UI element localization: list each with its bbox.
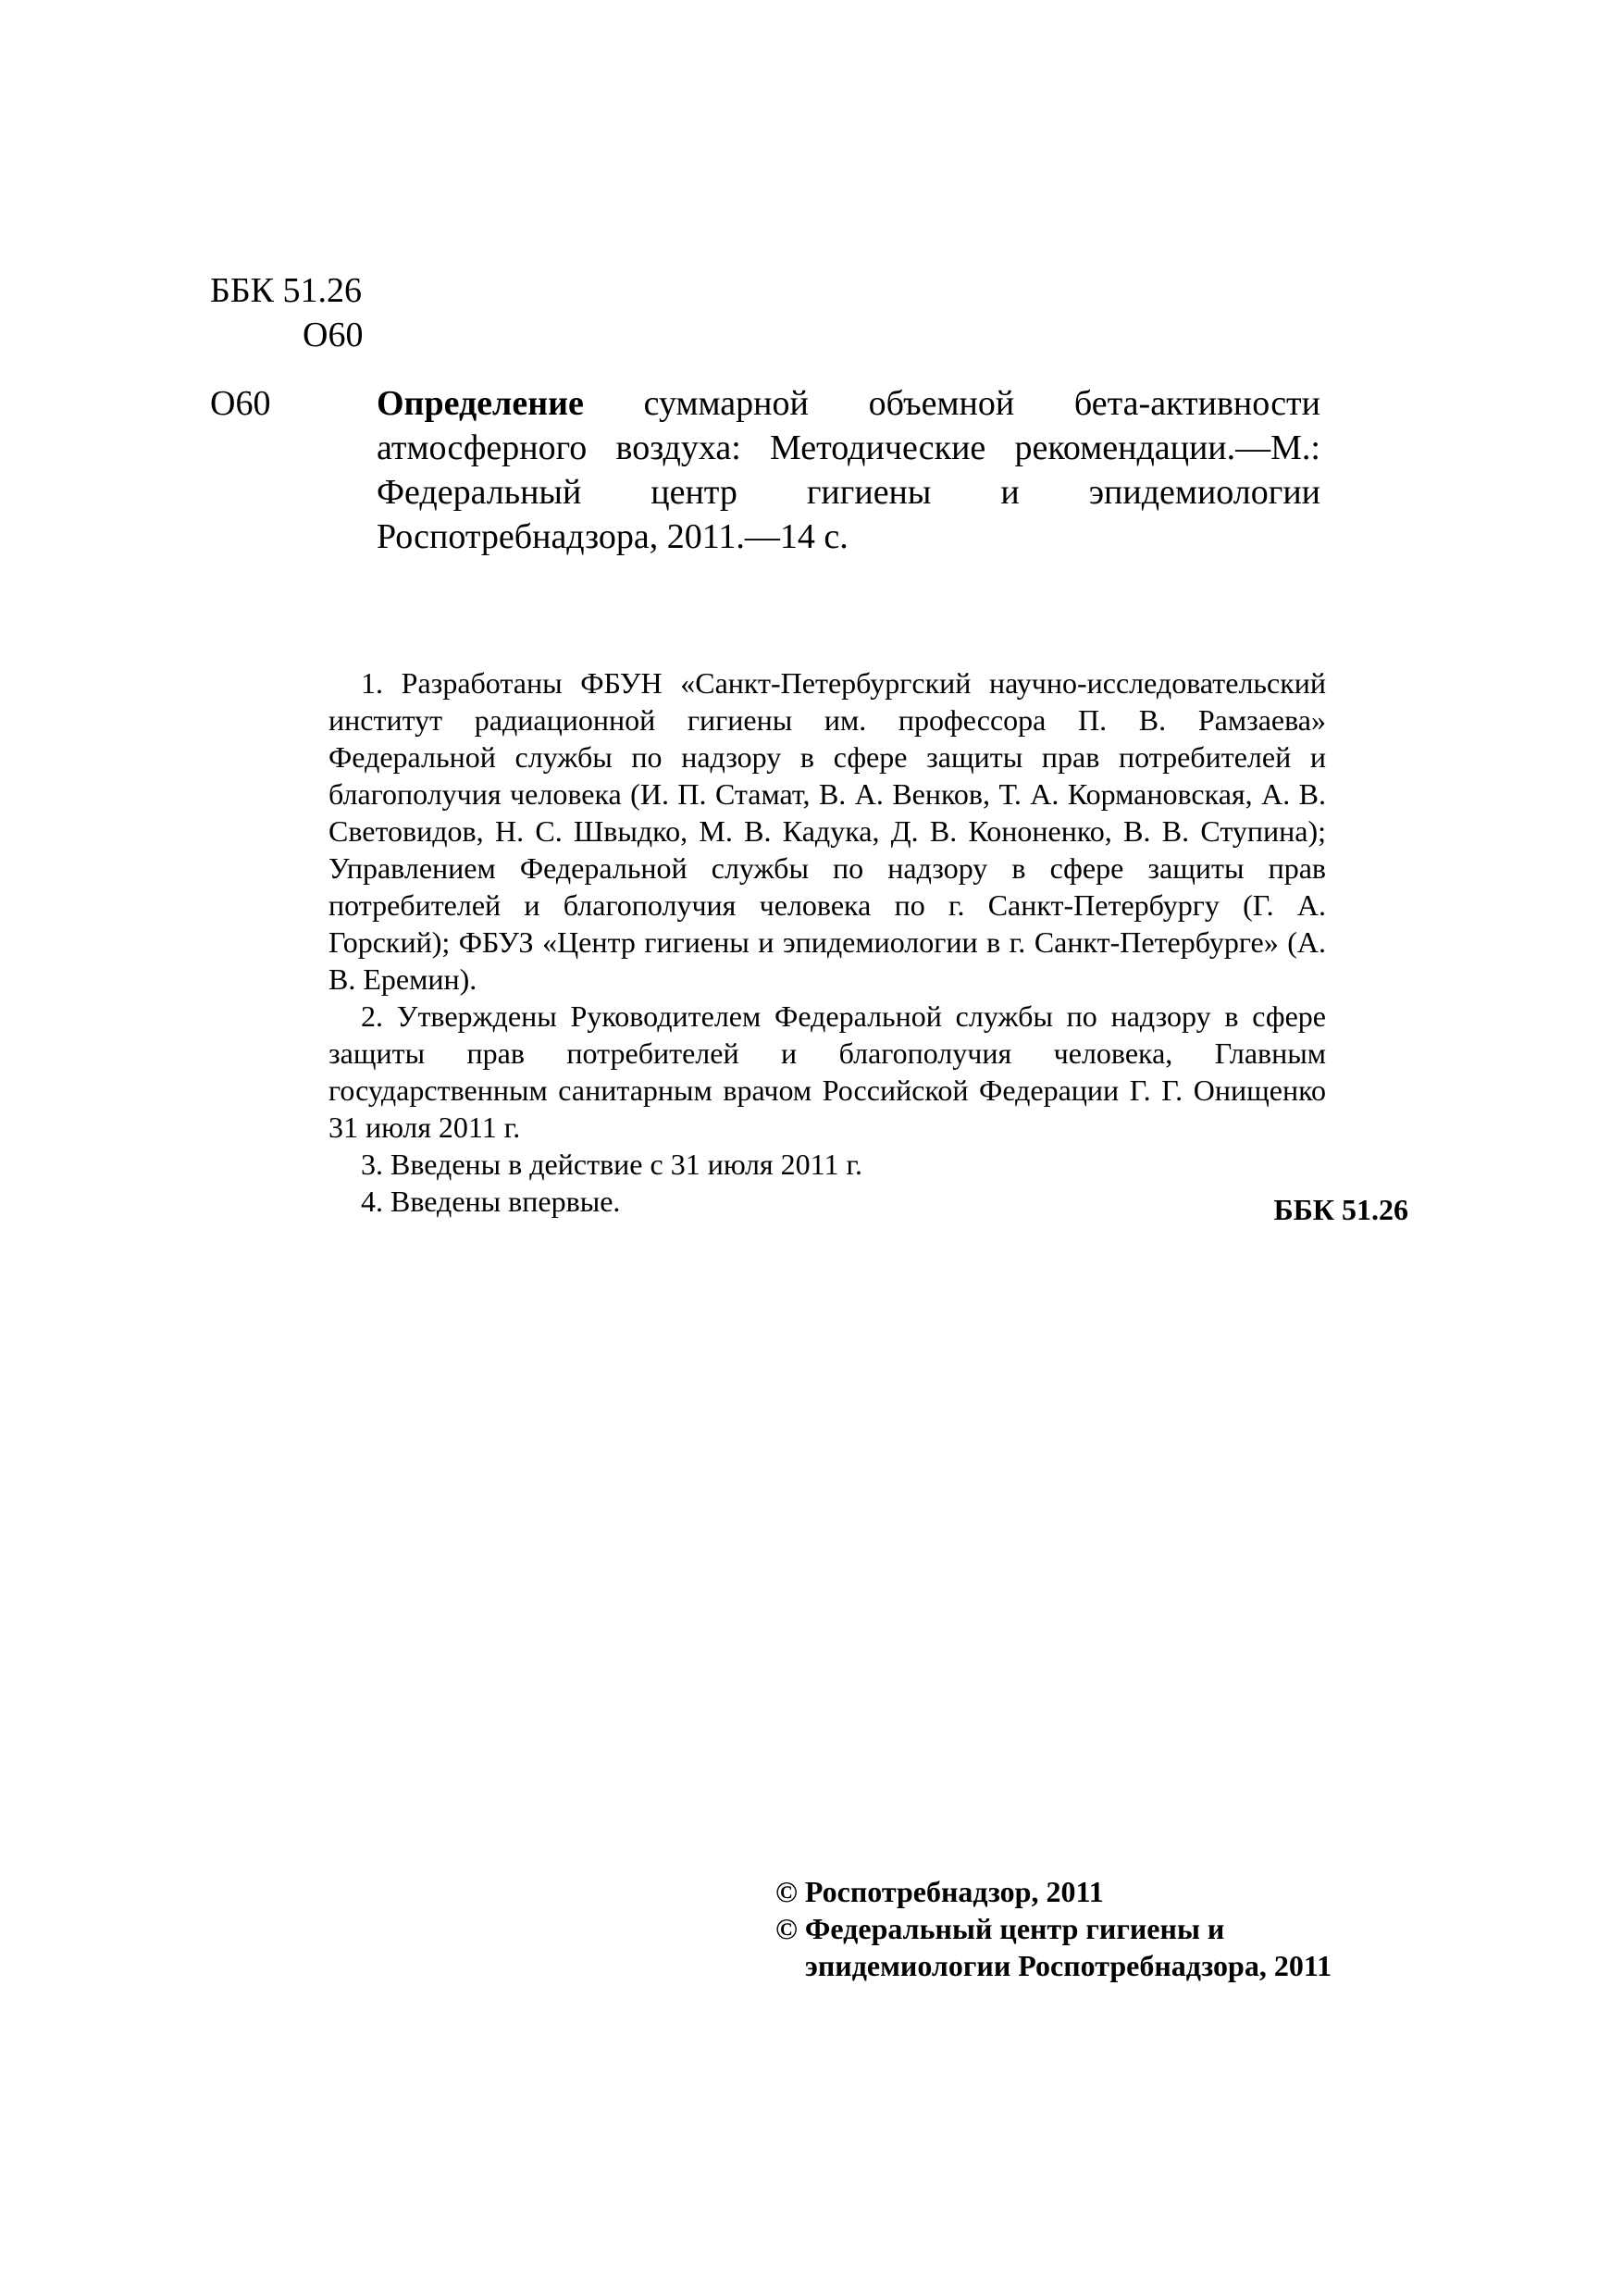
entry-author-mark: О60	[210, 384, 271, 423]
bbk-header	[210, 268, 363, 357]
copyright-block	[775, 1873, 1423, 1984]
copyright-line-2: © Федеральный центр гигиены и	[775, 1912, 1225, 1945]
note-developed-by: 1. Разработаны ФБУН «Санкт-Петербургский научно-исследовательский институт радиационной гигиены им. профессора П. В. Рамзаева» Федеральной службы по надзору в сфере защиты прав потребителей и благополучия человека (И. П. Стамат, В. А. Венков, Т. А. Кормановская, А. В. Световидов, Н. С. Швыдко, М. В. Кадука, Д. В. Кононенко, В. В. Ступина); Управлением Федеральной службы по надзору в сфере защиты прав потребителей и благополучия человека по г. Санкт-Петербургу (Г. А. Горский); ФБУЗ «Центр гигиены и эпидемиологии в г. Санкт-Петербурге» (А. В. Еремин).	[328, 666, 1326, 996]
entry-details: суммарной объемной бета-активности атмосферного воздуха: Методические рекомендации.—М.: Федеральный центр гигиены и эпидемиологии Роспотребнадзора, 2011.—14 с.	[377, 384, 1320, 556]
bibliographic-entry	[210, 381, 1320, 559]
notes-section	[328, 664, 1326, 1220]
bbk-code-bottom: ББК 51.26	[1273, 1193, 1408, 1226]
note-effective-date: 3. Введены в действие с 31 июля 2011 г.	[361, 1148, 862, 1181]
note-approved-by: 2. Утверждены Руководителем Федеральной службы по надзору в сфере защиты прав потребителей и благополучия человека, Главным государственным санитарным врачом Российской Федерации Г. Г. Онищенко 31 июля 2011 г.	[328, 999, 1326, 1144]
bbk-code: ББК 51.26	[210, 271, 362, 310]
entry-description	[377, 381, 1320, 559]
copyright-line-3: эпидемиологии Роспотребнадзора, 2011	[805, 1949, 1332, 1982]
note-first-edition: 4. Введены впервые.	[361, 1185, 621, 1218]
entry-title: Определение	[377, 384, 584, 423]
author-mark: О60	[303, 316, 364, 354]
copyright-line-1: © Роспотребнадзор, 2011	[775, 1875, 1104, 1908]
